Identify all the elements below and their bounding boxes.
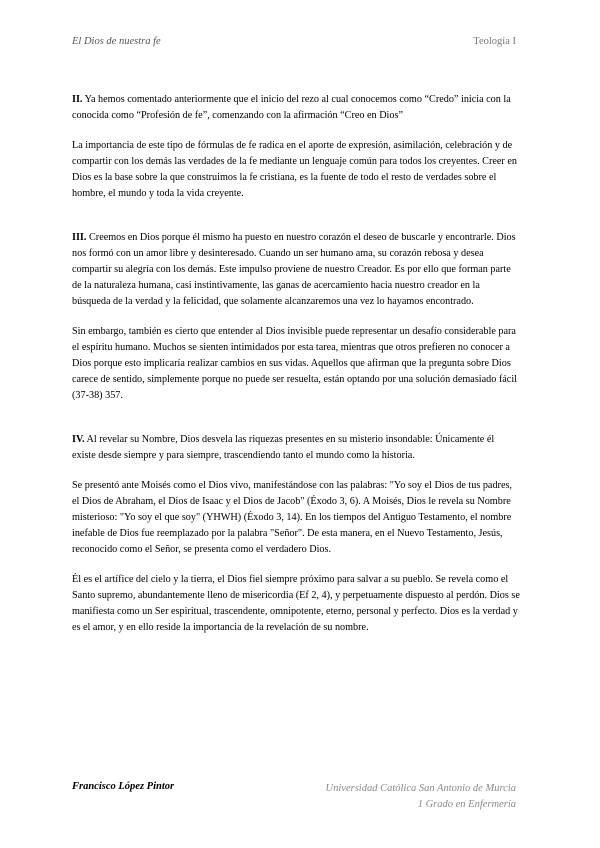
section-spacer	[72, 418, 520, 432]
section-iv-paragraph-2: Se presentó ante Moisés como el Dios vivo, manifestándose con las palabras: "Yo soy el Dios de tus padres, el Dios de Abraham, el Dios de Isaac y el Dios de Jacob" (Éxodo 3, 6). A Moisés, Dios le revela su Nombre misterioso: "Yo soy el que soy" (YHWH) (Éxodo 3, 14). En los tiempos del Antiguo Testamento, el nombre inefable de Dios fue reemplazado por la palabra "Señor". De esta manera, en el Nuevo Testamento, Jesús, reconocido como el Señor, se presenta como el verdadero Dios.	[72, 480, 512, 555]
footer-author: Francisco López Pintor	[72, 781, 175, 792]
footer-university: Universidad Católica San Antonio de Murcia	[325, 783, 516, 794]
section-iv-paragraph-3: Él es el artífice del cielo y la tierra, el Dios fiel siempre próximo para salvar a su pueblo. Se revela como el Santo supremo, abundantemente lleno de misericordia (Ef 2, 4), y perpetuamente dispuesto al perdón. Dios se manifiesta como un Ser espiritual, trascendente, omnipotente, eterno, personal y perfecto. Dios es la verdad y es el amor, y en ello reside la importancia de la revelación de su nombre.	[72, 574, 520, 633]
section-ii-label: II.	[72, 94, 83, 105]
section-ii-text-1: Ya hemos comentado anteriormente que el inicio del rezo al cual conocemos como “Credo” inicia con la conocida como “Profesión de fe”, comenzando con la afirmación “Creo en Dios”	[72, 94, 511, 121]
section-iii-label: III.	[72, 232, 87, 243]
section-iii-paragraph-1	[72, 230, 520, 310]
header-document-title: El Dios de nuestra fe	[72, 36, 161, 47]
section-iv-label: IV.	[72, 434, 85, 445]
section-ii-paragraph-1	[72, 92, 520, 124]
section-iii-text-1: Creemos en Dios porque él mismo ha puesto en nuestro corazón el deseo de buscarle y encontrarle. Dios nos formó con un amor libre y desinteresado. Cuando un ser humano ama, su corazón rebosa y desea compartir su alegría con los demás. Este impulso proviene de nuestro Creador. Es por ello que forman parte de la naturaleza humana, casi instintivamente, las ganas de acercamiento hacia nuestro creador en la búsqueda de la verdad y la felicidad, que solamente alcanzaremos una vez lo hayamos encontrado.	[72, 232, 516, 307]
section-spacer	[72, 216, 520, 230]
footer-institution	[326, 781, 516, 813]
section-iv-text-1: Al revelar su Nombre, Dios desvela las riquezas presentes en su misterio insondable: Únicamente él existe desde siempre y para siempre, trascendiendo tanto el mundo como la historia.	[72, 434, 495, 461]
section-iii-paragraph-2: Sin embargo, también es cierto que entender al Dios invisible puede representar un desafío considerable para el espíritu humano. Muchos se sienten intimidados por esta tarea, mientras que otros prefieren no conocer a Dios porque esto implicaría realizar cambios en sus vidas. Aquellos que afirman que la pregunta sobre Dios carece de sentido, simplemente porque no puede ser resuelta, están optando por una solución demasiado fácil (37-38) 357.	[72, 326, 517, 401]
footer-degree: 1 Grado en Enfermería	[417, 799, 516, 810]
document-body	[72, 92, 520, 650]
header-course-name: Teología I	[473, 36, 516, 47]
section-ii-paragraph-2: La importancia de este tipo de fórmulas de fe radica en el aporte de expresión, asimilación, celebración y de compartir con los demás las verdades de la fe mediante un lenguaje común para todos los creyentes. Creer en Dios es la base sobre la que construimos la fe cristiana, es la fuente de todo el resto de verdades sobre el hombre, el mundo y toda la vida creyente.	[72, 140, 517, 199]
section-iv-paragraph-1	[72, 432, 520, 464]
